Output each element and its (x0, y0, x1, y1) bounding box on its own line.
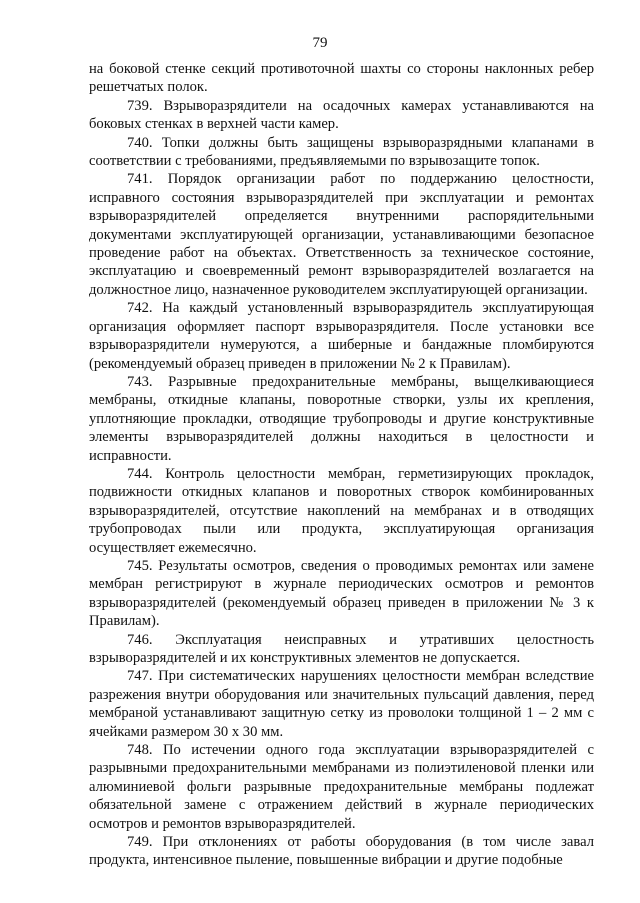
document-body (89, 60, 594, 870)
paragraph-746: 746. Эксплуатация неисправных и утративших целостность взрыворазрядителей и их конструктивных элементов не допускается. (89, 631, 594, 666)
paragraph-740: 740. Топки должны быть защищены взрыворазрядными клапанами в соответствии с требованиями, предъявляемыми по взрывозащите топок. (89, 134, 594, 170)
paragraph-749: 749. При отклонениях от работы оборудования (в том числе завал продукта, интенсивное пыление, повышенные вибрации и другие подобные (89, 834, 594, 869)
paragraph-747: 747. При систематических нарушениях целостности мембран вследствие разрежения внутри оборудования или значительных пульсаций давления, перед мембраной устанавливают защитную сетку из проволоки толщиной 1 – 2 мм с ячейками размером 30 х 30 мм. (89, 668, 594, 740)
paragraph-745: 745. Результаты осмотров, сведения о проводимых ремонтах или замене мембран регистрируют в журнале периодических осмотров и ремонтов взрыворазрядителей (рекомендуемый образец приведен в приложении № 3 к Правилам). (89, 557, 594, 630)
paragraph-743: 743. Разрывные предохранительные мембраны, выщелкивающиеся мембраны, откидные клапаны, поворотные створки, узлы их крепления, уплотняющие прокладки, отводящие трубопроводы и другие конструктивные элементы взрыворазрядителей должны находиться в целостности и исправности. (89, 373, 594, 464)
page-number: 79 (312, 35, 328, 51)
paragraph-741: 741. Порядок организации работ по поддержанию целостности, исправного состояния взрыворазрядителей при эксплуатации и ремонтах взрыворазрядителей определяется внутренними распорядительными документами эксплуатирующей организации, устанавливающими безопасное проведение работ на объектах. Ответственность за техническое состояние, эксплуатацию и своевременный ремонт взрыворазрядителей возлагается на должностное лицо, назначенное руководителем эксплуатирующей организации. (89, 171, 594, 298)
paragraph-744: 744. Контроль целостности мембран, герметизирующих прокладок, подвижности откидных клапанов и поворотных створок комбинированных взрыворазрядителей, отсутствие накоплений на мембранах и в отводящих трубопроводах пыли или продукта, эксплуатирующая организация осуществляет ежемесячно. (89, 465, 594, 556)
paragraph-748: 748. По истечении одного года эксплуатации взрыворазрядителей с разрывными предохранительными мембранами из полиэтиленовой пленки или алюминиевой фольги разрывные предохранительные мембраны подлежат обязательной замене с отражением действий в журнале периодических осмотров и ремонтов взрыворазрядителей. (89, 742, 594, 832)
paragraph-742: 742. На каждый установленный взрыворазрядитель эксплуатирующая организация оформляет паспорт взрыворазрядителя. После установки все взрыворазрядители нумеруются, а шиберные и бандажные пломбируются (рекомендуемый образец приведен в приложении № 2 к Правилам). (89, 300, 594, 372)
paragraph-739: 739. Взрыворазрядители на осадочных камерах устанавливаются на боковых стенках в верхней части камер. (89, 97, 594, 133)
paragraph-continuation: на боковой стенке секций противоточной шахты со стороны наклонных ребер решетчатых полок. (89, 61, 594, 96)
